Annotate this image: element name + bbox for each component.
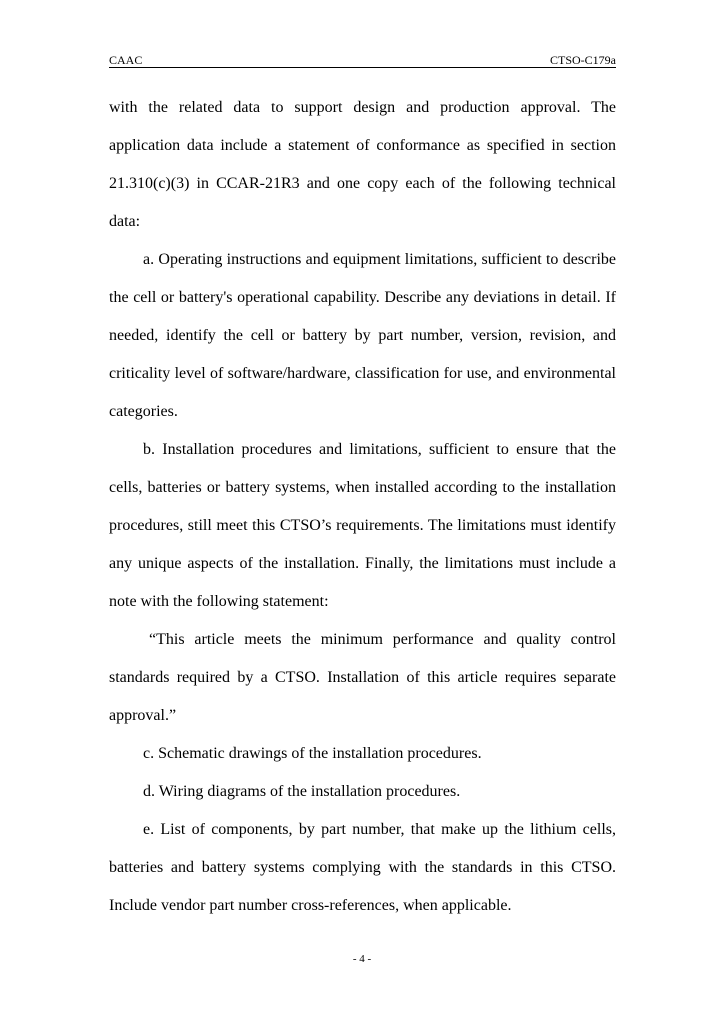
header-document-id: CTSO-C179a [550,53,616,67]
header-divider [109,67,616,68]
paragraph-item-b: b. Installation procedures and limitations, sufficient to ensure that the cells, batteries or battery systems, when installed according to the installation procedures, still meet this CTSO’s requirements. The limitations must identify any unique aspects of the installation. Finally, the limitations must include a note with the following statement: [109,441,616,610]
page-number: - 4 - [352,953,372,965]
paragraph-quote: “This article meets the minimum performance and quality control standards required by a CTSO. Installation of this article requires separate approval.” [109,631,616,724]
paragraph-item-d: d. Wiring diagrams of the installation procedures. [143,783,461,800]
paragraph-item-c: c. Schematic drawings of the installation procedures. [143,745,482,762]
document-body [109,89,616,925]
paragraph-continuation: with the related data to support design and production approval. The application data include a statement of conformance as specified in section 21.310(c)(3) in CCAR-21R3 and one copy each of the following technical data: [109,99,616,230]
header-organization: CAAC [109,53,143,67]
paragraph-item-e: e. List of components, by part number, that make up the lithium cells, batteries and battery systems complying with the standards in this CTSO. Include vendor part number cross-references, when applicable. [109,821,616,914]
paragraph-item-a: a. Operating instructions and equipment limitations, sufficient to describe the cell or battery's operational capability. Describe any deviations in detail. If needed, identify the cell or battery by part number, version, revision, and criticality level of software/hardware, classification for use, and environmental categories. [109,251,616,420]
page-header [109,52,616,68]
